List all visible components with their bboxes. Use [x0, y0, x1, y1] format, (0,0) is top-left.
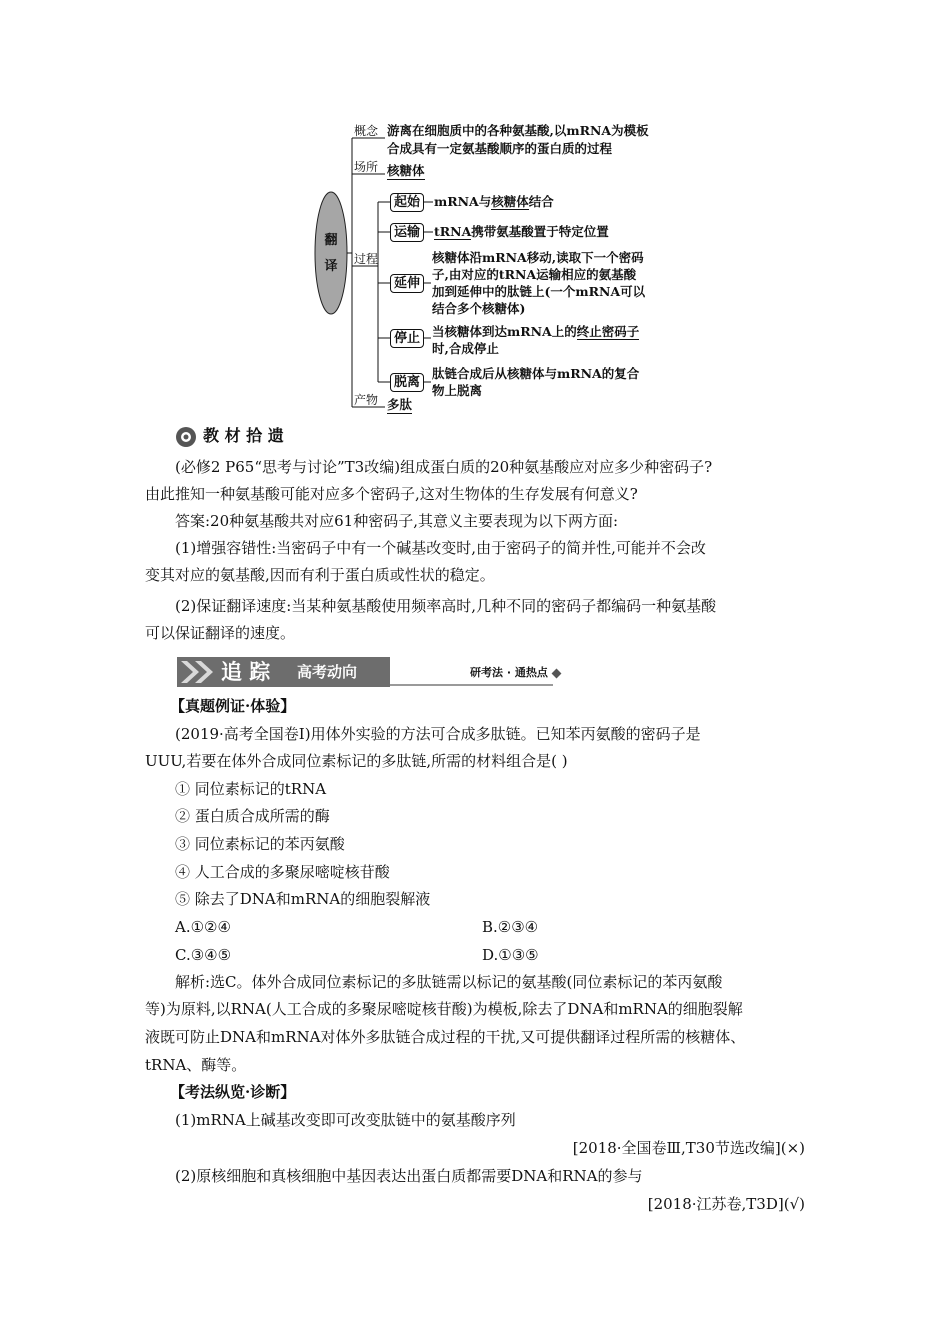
example-item: ⑤ 除去了DNA和mRNA的细胞裂解液 [175, 890, 431, 908]
example-section-title: 【真题例证·体验】 [170, 697, 296, 715]
step-transport-box: 运输 [390, 223, 424, 242]
option-c: C.③④⑤ [175, 946, 232, 964]
review-item-1: (1)mRNA上碱基改变即可改变肽链中的氨基酸序列 [175, 1111, 516, 1129]
example-item: ④ 人工合成的多聚尿嘧啶核苷酸 [175, 863, 390, 881]
textbook-icon [175, 426, 197, 448]
example-item: ② 蛋白质合成所需的酶 [175, 807, 330, 825]
site-label: 场所 [354, 160, 379, 174]
diagram-lines [0, 0, 950, 420]
process-label: 过程 [354, 252, 379, 266]
explanation-line-3: 液既可防止DNA和mRNA对体外多肽链合成过程的干扰,又可提供翻译过程所需的核糖体、 [145, 1028, 746, 1046]
textbook-heading: 教 材 拾 遗 [203, 426, 284, 445]
textbook-answer-line: 答案:20种氨基酸共对应61种密码子,其意义主要表现为以下两方面: [175, 512, 619, 530]
step-start-box: 起始 [390, 193, 424, 212]
option-a: A.①②④ [175, 918, 231, 936]
banner-title-big: 追 踪 [221, 660, 271, 684]
step-stop-pre: 当核糖体到达mRNA上的 [432, 324, 577, 339]
banner-rule [390, 684, 553, 686]
review-section-title: 【考法纵览·诊断】 [170, 1083, 296, 1101]
step-release-box: 脱离 [390, 373, 424, 392]
site-value: 核糖体 [387, 163, 425, 178]
step-start-pre: mRNA与 [434, 194, 492, 209]
diamond-icon [552, 669, 562, 679]
concept-text-2: 合成具有一定氨基酸顺序的蛋白质的过程 [387, 141, 613, 156]
textbook-point-2-line-2: 可以保证翻译的速度。 [145, 624, 296, 642]
example-item: ① 同位素标记的tRNA [175, 780, 327, 798]
example-question-line-1: (2019·高考全国卷Ⅰ)用体外实验的方法可合成多肽链。已知苯丙氨酸的密码子是 [175, 725, 701, 743]
product-value: 多肽 [387, 397, 413, 412]
banner-right-text: 研考法 · 通热点 [470, 666, 548, 679]
step-start-underlined: 核糖体 [491, 194, 529, 209]
step-release-line-2: 物上脱离 [432, 383, 483, 398]
step-elongation-box: 延伸 [390, 274, 424, 293]
step-stop-line-1 [432, 324, 639, 340]
step-start-post: 结合 [528, 194, 554, 209]
textbook-point-1-line-1: (1)增强容错性:当密码子中有一个碱基改变时,由于密码子的简并性,可能并不会改 [175, 539, 706, 557]
textbook-point-1-line-2: 变其对应的氨基酸,因而有利于蛋白质或性状的稳定。 [145, 566, 495, 584]
step-stop-line-2: 时,合成停止 [432, 341, 499, 356]
option-b: B.②③④ [482, 918, 539, 936]
step-elongation-line-1: 核糖体沿mRNA移动,读取下一个密码 [432, 250, 644, 265]
diagram-root [323, 228, 339, 280]
diagram-root-char: 译 [324, 259, 338, 274]
textbook-point-2-line-1: (2)保证翻译速度:当某种氨基酸使用频率高时,几种不同的密码子都编码一种氨基酸 [175, 597, 717, 615]
explanation-line-1: 解析:选C。体外合成同位素标记的多肽链需以标记的氨基酸(同位素标记的苯丙氨酸 [175, 973, 723, 991]
review-item-2-source: [2018·江苏卷,T3D](√) [647, 1195, 805, 1213]
step-elongation-line-3: 加到延伸中的肽链上(一个mRNA可以 [432, 284, 646, 299]
textbook-question-line-1: (必修2 P65“思考与讨论”T3改编)组成蛋白质的20种氨基酸应对应多少种密码子? [175, 458, 713, 476]
step-stop-underlined: 终止密码子 [576, 324, 640, 339]
section-banner [177, 657, 390, 687]
step-stop-box: 停止 [390, 329, 424, 348]
concept-text-1: 游离在细胞质中的各种氨基酸,以mRNA为模板 [387, 123, 649, 138]
step-transport-post: 携带氨基酸置于特定位置 [471, 224, 609, 239]
example-question-line-2: UUU,若要在体外合成同位素标记的多肽链,所需的材料组合是( ) [145, 752, 568, 770]
diagram-root-char: 翻 [324, 233, 338, 248]
step-start-text [434, 194, 554, 210]
step-elongation-line-4: 结合多个核糖体) [432, 301, 526, 316]
step-release-line-1: 肽链合成后从核糖体与mRNA的复合 [432, 366, 640, 381]
concept-label: 概念 [354, 124, 379, 138]
step-transport-underlined: tRNA [434, 224, 472, 239]
option-d: D.①③⑤ [482, 946, 539, 964]
product-label: 产物 [354, 393, 379, 407]
step-transport-text [434, 224, 609, 240]
explanation-line-4: tRNA、酶等。 [145, 1056, 247, 1074]
example-item: ③ 同位素标记的苯丙氨酸 [175, 835, 345, 853]
banner-title-small: 高考动向 [297, 663, 358, 681]
textbook-question-line-2: 由此推知一种氨基酸可能对应多个密码子,这对生物体的生存发展有何意义? [145, 485, 638, 503]
explanation-line-2: 等)为原料,以RNA(人工合成的多聚尿嘧啶核苷酸)为模板,除去了DNA和mRNA的细胞裂解 [145, 1000, 743, 1018]
review-item-1-source: [2018·全国卷Ⅲ,T30节选改编](×) [572, 1139, 805, 1157]
review-item-2: (2)原核细胞和真核细胞中基因表达出蛋白质都需要DNA和RNA的参与 [175, 1167, 643, 1185]
step-elongation-line-2: 子,由对应的tRNA运输相应的氨基酸 [432, 267, 637, 282]
